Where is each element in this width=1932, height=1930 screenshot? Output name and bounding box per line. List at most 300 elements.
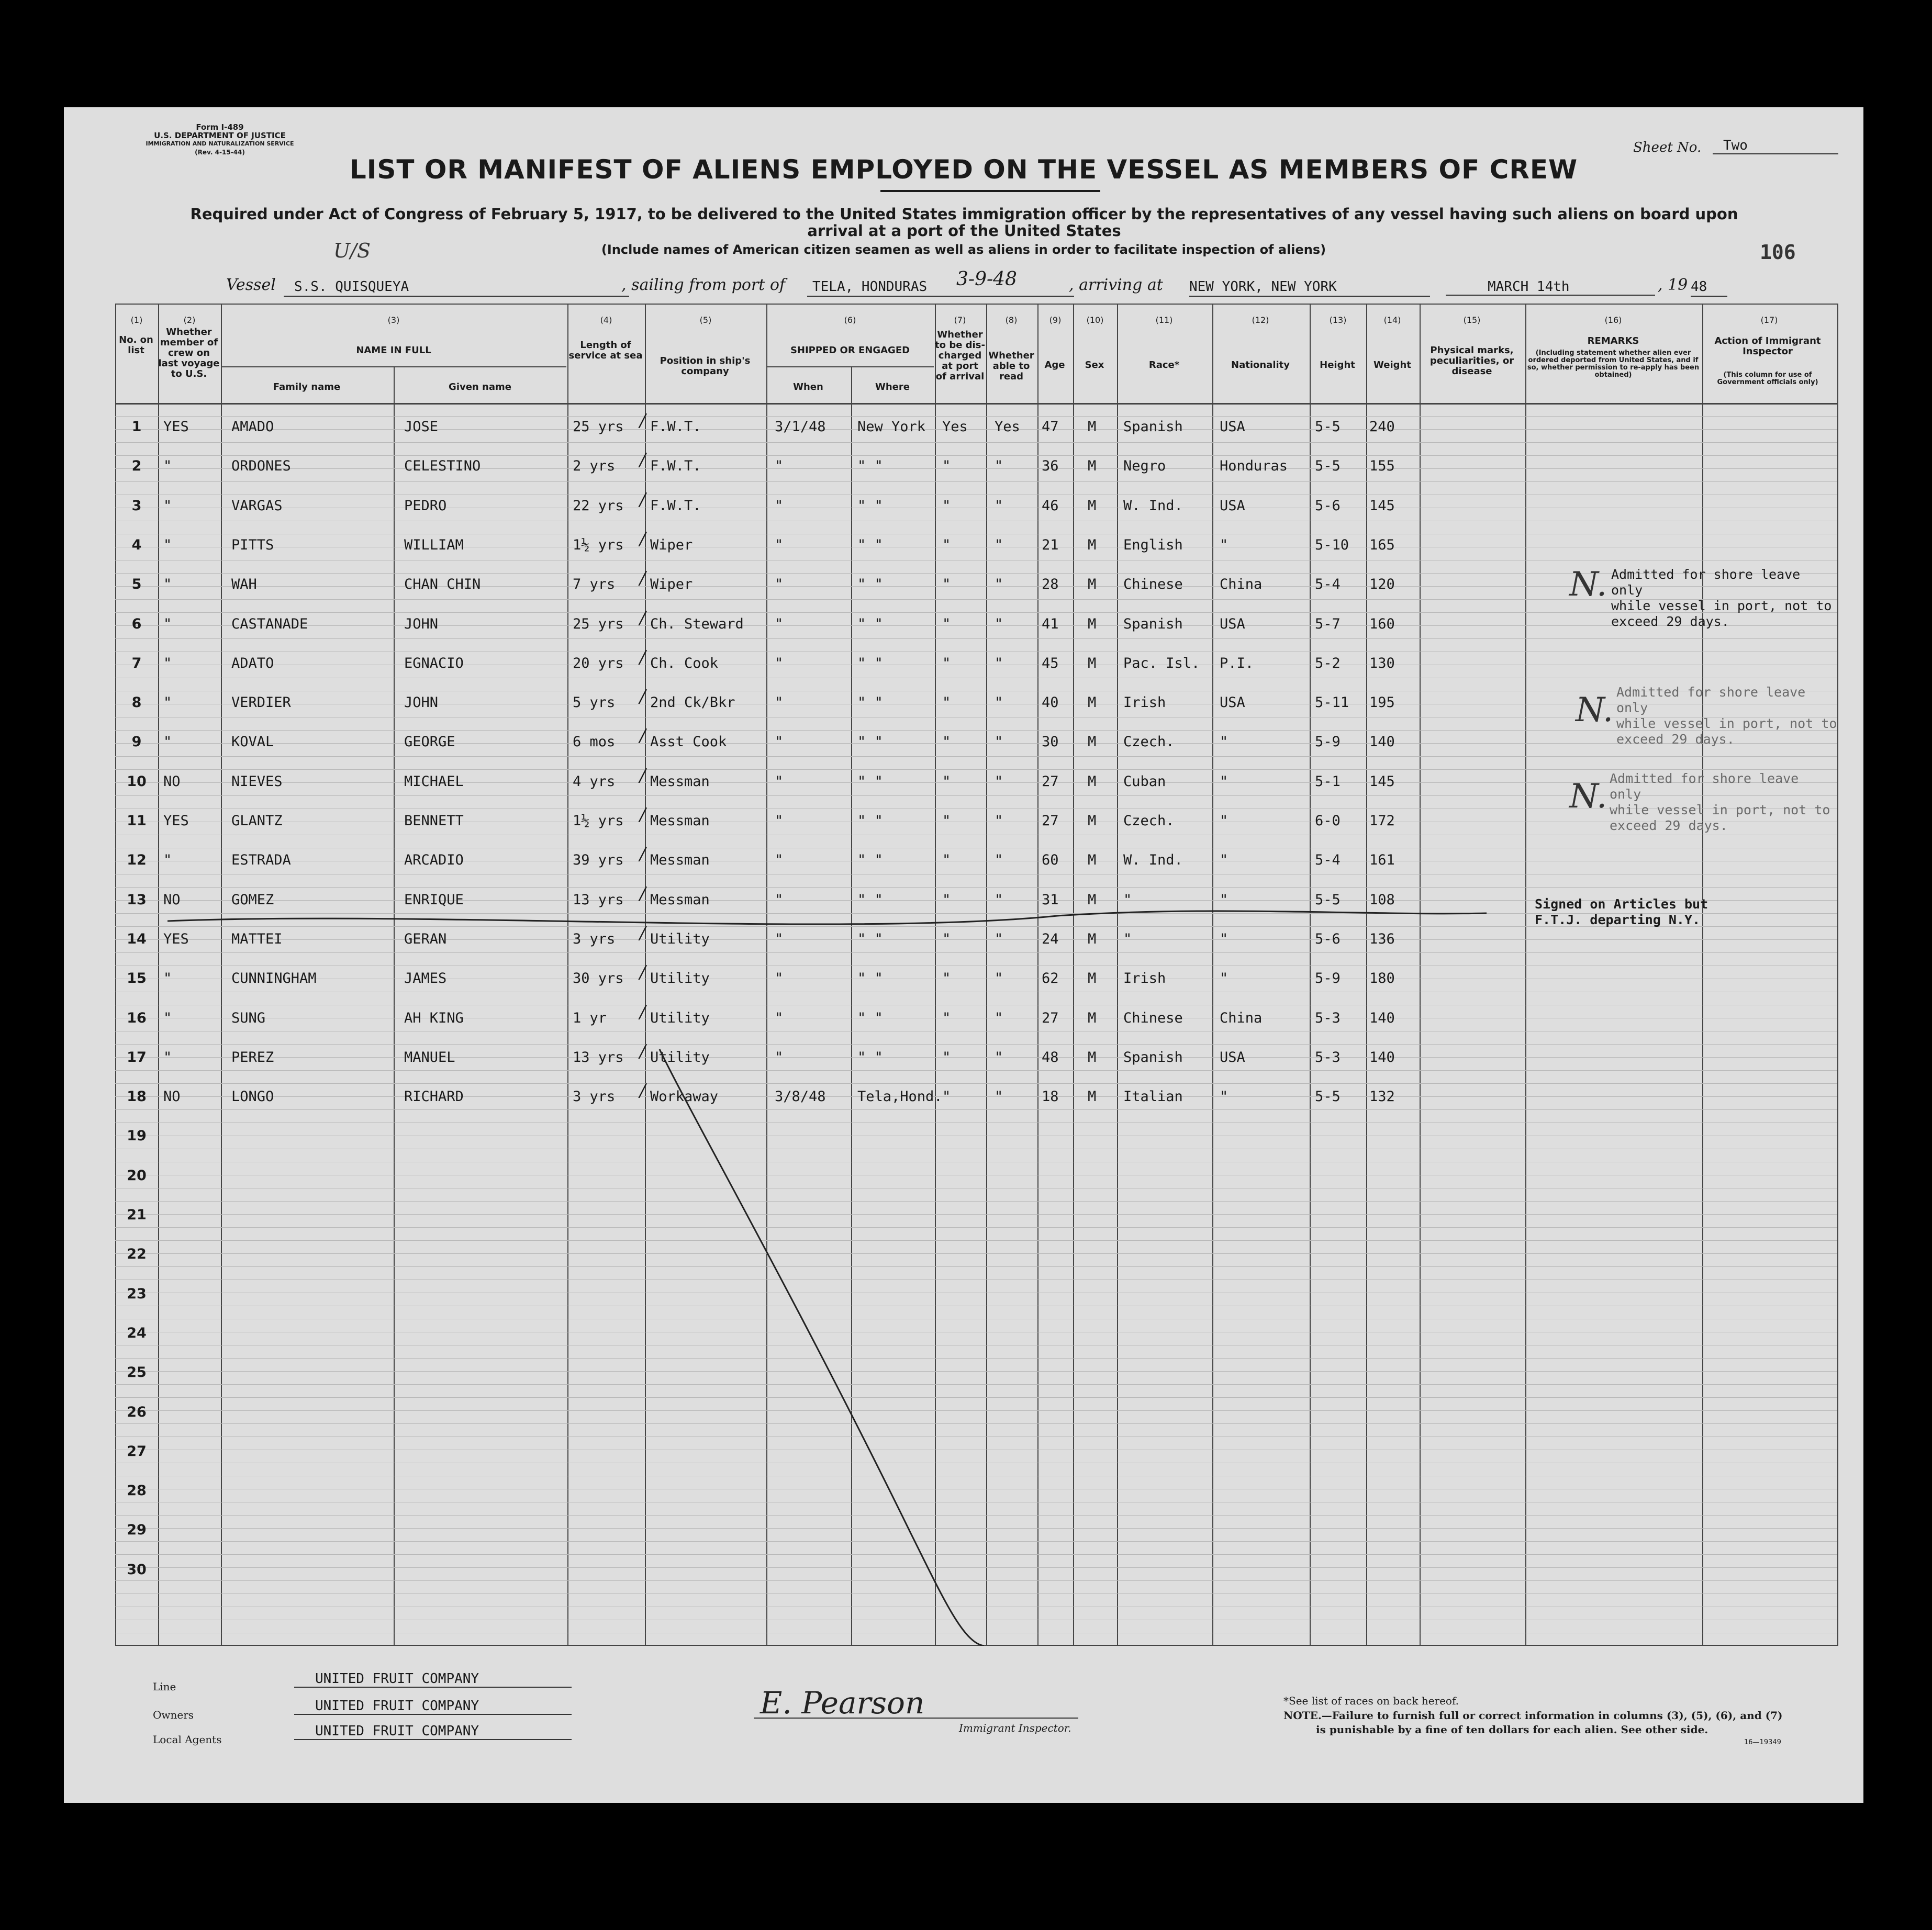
row-number: 13 [127,891,147,908]
race: W. Ind. [1123,497,1183,514]
age: 62 [1042,970,1059,987]
check-mark: / [640,1080,646,1102]
column-divider [1837,304,1838,1646]
given-name: RICHARD [404,1089,464,1105]
position: 2nd Ck/Bkr [650,694,735,711]
service-length: 20 yrs [573,655,624,671]
shipped-where: " " [857,458,883,475]
header-position: Position in ship's company [660,355,751,377]
able-to-read: " [995,773,1003,790]
nationality: " [1220,891,1229,908]
weight: 108 [1369,891,1395,908]
discharged: " [942,930,951,947]
inspector-label: Immigrant Inspector. [959,1722,1071,1734]
footer-agents-label: Local Agents [153,1733,222,1746]
race: Chinese [1123,576,1183,593]
family-name: PEREZ [231,1049,274,1065]
shipped-when: " [775,734,784,750]
given-name: CHAN CHIN [404,576,481,593]
nationality: " [1220,930,1229,947]
prev-voyage: " [163,694,172,711]
position: Messman [650,773,710,790]
position: Messman [650,891,710,908]
shipped-when: " [775,536,784,553]
position: Utility [650,1049,710,1065]
sex: M [1088,536,1097,553]
given-name: AH KING [404,1009,464,1026]
sex: M [1088,1049,1097,1065]
age: 30 [1042,734,1059,750]
header-weight: Weight [1373,360,1411,371]
header-age: Age [1044,360,1065,371]
height: 5-9 [1315,970,1341,987]
column-number: (14) [1383,315,1401,325]
shipped-where: " " [857,536,883,553]
sex: M [1088,615,1097,632]
shipped-where: " " [857,930,883,947]
family-name: VARGAS [231,497,283,514]
able-to-read: " [995,852,1003,869]
discharged: " [942,615,951,632]
discharged: " [942,497,951,514]
header-remarks-note: (Including statement whether alien ever ordered deported from United States, and if so, whether permission to re-apply has been obtained) [1527,349,1700,379]
check-mark: / [640,686,646,708]
given-name: WILLIAM [404,536,464,553]
shipped-when: " [775,1049,784,1065]
discharged: " [942,694,951,711]
sex: M [1088,891,1097,908]
height: 5-4 [1315,852,1341,869]
family-name: GOMEZ [231,891,274,908]
header-no: No. on list [119,334,153,356]
position: Ch. Cook [650,655,719,671]
shipped-when: " [775,773,784,790]
weight: 161 [1369,852,1395,869]
remark-line: Admitted for shore leave only [1611,567,1801,598]
row-number: 22 [127,1246,147,1263]
family-name: PITTS [231,536,274,553]
weight: 136 [1369,930,1395,947]
weight: 145 [1369,497,1395,514]
shipped-when: " [775,458,784,475]
shipped-where: " " [857,852,883,869]
shipped-when: " [775,694,784,711]
able-to-read: " [995,813,1003,829]
header-shipped: SHIPPED OR ENGAGED [790,345,910,356]
sex: M [1088,694,1097,711]
weight: 120 [1369,576,1395,593]
shipped-where: " " [857,734,883,750]
position: F.W.T. [650,419,701,435]
header-sex: Sex [1085,360,1104,371]
given-name: MANUEL [404,1049,455,1065]
weight: 140 [1369,1009,1395,1026]
prev-voyage: YES [163,813,189,829]
inspector-mark: N. [1569,777,1607,816]
weight: 172 [1369,813,1395,829]
column-number: (2) [183,315,196,325]
service-length: 6 mos [573,734,616,750]
height: 5-5 [1315,458,1341,475]
family-name: CASTANADE [231,615,308,632]
shipped-where: " " [857,655,883,671]
age: 47 [1042,419,1059,435]
header-service: Length of service at sea [568,340,643,361]
row-number: 16 [127,1009,147,1026]
prev-voyage: " [163,615,172,632]
footer-line-value: UNITED FRUIT COMPANY [294,1671,572,1688]
row-number: 27 [127,1443,147,1460]
sex: M [1088,419,1097,435]
age: 31 [1042,891,1059,908]
form-id: Form I-489 [196,122,244,132]
height: 5-3 [1315,1049,1341,1065]
sex: M [1088,930,1097,947]
given-name: PEDRO [404,497,447,514]
sex: M [1088,1089,1097,1105]
position: Workaway [650,1089,719,1105]
column-number: (15) [1463,315,1481,325]
prev-voyage: " [163,852,172,869]
weight: 132 [1369,1089,1395,1105]
column-number: (4) [600,315,612,325]
year-suffix: 48 [1691,278,1727,297]
given-name: ENRIQUE [404,891,464,908]
given-name: JAMES [404,970,447,987]
form-code: 16—19349 [1744,1738,1781,1746]
shipped-where: " " [857,576,883,593]
nationality: " [1220,1089,1229,1105]
race: Negro [1123,458,1166,475]
age: 36 [1042,458,1059,475]
service-length: 3 yrs [573,930,616,947]
shipped-where: " " [857,813,883,829]
prev-voyage: " [163,734,172,750]
height: 5-11 [1315,694,1349,711]
able-to-read: " [995,615,1003,632]
position: Utility [650,930,710,947]
able-to-read: " [995,891,1003,908]
nationality: USA [1220,694,1245,711]
header-action: Action of Immigrant Inspector [1714,335,1821,357]
remark-line: exceed 29 days. [1611,614,1729,629]
row-number: 2 [131,458,142,475]
weight: 195 [1369,694,1395,711]
sailing-label: , sailing from port of [621,276,786,294]
column-number: (11) [1155,315,1173,325]
position: F.W.T. [650,458,701,475]
family-name: ESTRADA [231,852,291,869]
weight: 180 [1369,970,1395,987]
row-number: 20 [127,1167,147,1184]
column-number: (10) [1086,315,1104,325]
prev-voyage: " [163,536,172,553]
inspector-mark: N. [1569,565,1607,604]
shipped-where: " " [857,694,883,711]
height: 5-5 [1315,419,1341,435]
service-length: 5 yrs [573,694,616,711]
nationality: " [1220,852,1229,869]
column-number: (3) [387,315,400,325]
service-length: 25 yrs [573,419,624,435]
arrival-date: MARCH 14th [1446,278,1655,296]
position: Messman [650,813,710,829]
nationality: " [1220,813,1229,829]
sex: M [1088,497,1097,514]
prev-voyage: NO [163,1089,181,1105]
header-physical: Physical marks, peculiarities, or disease [1430,345,1514,377]
sex: M [1088,813,1097,829]
row-number: 7 [131,655,142,671]
age: 48 [1042,1049,1059,1065]
column-number: (9) [1049,315,1062,325]
check-mark: / [640,646,646,668]
age: 46 [1042,497,1059,514]
check-mark: / [640,1040,646,1062]
sheet-label: Sheet No. [1633,140,1702,155]
shipped-where: " " [857,1049,883,1065]
prev-voyage: " [163,497,172,514]
check-mark: / [640,962,646,983]
family-name: AMADO [231,419,274,435]
form-id-block [141,123,298,156]
column-number: (7) [954,315,966,325]
given-name: GERAN [404,930,447,947]
service-length: 13 yrs [573,1049,624,1065]
prev-voyage: YES [163,930,189,947]
row-number: 1 [131,419,142,435]
header-when: When [793,381,823,392]
family-name: WAH [231,576,257,593]
discharged: " [942,536,951,553]
header-name: NAME IN FULL [356,345,431,356]
discharged: " [942,813,951,829]
check-mark: / [640,568,646,589]
column-number: (6) [844,315,856,325]
shipped-when: " [775,615,784,632]
family-name: LONGO [231,1089,274,1105]
page-subnote: (Include names of American citizen seamen as well as aliens in order to facilitate inspection of aliens) [601,242,1326,257]
row-number: 11 [127,813,147,829]
service-length: 25 yrs [573,615,624,632]
nationality: " [1220,773,1229,790]
weight: 145 [1369,773,1395,790]
remark-line: while vessel in port, not to [1616,716,1837,731]
row-number: 10 [127,773,147,790]
header-remarks: REMARKS [1587,335,1639,346]
sex: M [1088,655,1097,671]
family-name: NIEVES [231,773,283,790]
check-mark: / [640,844,646,865]
service-length: 4 yrs [573,773,616,790]
manifest-sheet [64,107,1863,1803]
discharged: " [942,655,951,671]
given-name: ARCADIO [404,852,464,869]
race: Spanish [1123,1049,1183,1065]
prev-voyage: " [163,458,172,475]
prev-voyage: " [163,655,172,671]
shipped-where: " " [857,1009,883,1026]
discharged: " [942,734,951,750]
row-number: 24 [127,1325,147,1341]
age: 60 [1042,852,1059,869]
race: Spanish [1123,615,1183,632]
shipped-when: 3/1/48 [775,419,826,435]
shipped-when: " [775,930,784,947]
weight: 155 [1369,458,1395,475]
remark-line: while vessel in port, not to [1611,598,1832,613]
race-note: *See list of races on back hereof. [1283,1695,1459,1707]
row-number: 29 [127,1522,147,1539]
shipped-where: " " [857,615,883,632]
discharged: " [942,1049,951,1065]
able-to-read: " [995,694,1003,711]
able-to-read: Yes [995,419,1020,435]
shipped-where: New York [857,419,926,435]
shipped-when: " [775,655,784,671]
weight: 140 [1369,734,1395,750]
family-name: ADATO [231,655,274,671]
service-length: 39 yrs [573,852,624,869]
discharged: " [942,458,951,475]
race: English [1123,536,1183,553]
age: 21 [1042,536,1059,553]
weight: 130 [1369,655,1395,671]
prev-voyage: " [163,1009,172,1026]
shipped-where: " " [857,891,883,908]
page-title: LIST OR MANIFEST OF ALIENS EMPLOYED ON THE VESSEL AS MEMBERS OF CREW [349,154,1578,185]
age: 41 [1042,615,1059,632]
shipped-when: " [775,891,784,908]
nationality: P.I. [1220,655,1254,671]
footer-line-label: Line [153,1680,176,1693]
arriving-port: NEW YORK, NEW YORK [1189,278,1430,297]
inspector-mark: N. [1576,691,1614,730]
header-nationality: Nationality [1231,360,1290,371]
header-discharged: Whether to be dis-charged at port of arrival [935,329,985,382]
age: 45 [1042,655,1059,671]
given-name: JOHN [404,615,439,632]
shipped-when: " [775,497,784,514]
row-number: 28 [127,1483,147,1499]
height: 5-7 [1315,615,1341,632]
nationality: " [1220,536,1229,553]
remark-line: Admitted for shore leave only [1616,685,1806,715]
family-name: GLANTZ [231,813,283,829]
height: 5-9 [1315,734,1341,750]
footer-agents-value: UNITED FRUIT COMPANY [294,1723,572,1740]
given-name: CELESTINO [404,458,481,475]
able-to-read: " [995,930,1003,947]
footer-owners-label: Owners [153,1709,194,1721]
shipped-where: " " [857,773,883,790]
nationality: China [1220,576,1263,593]
race: W. Ind. [1123,852,1183,869]
column-number: (12) [1252,315,1269,325]
column-number: (16) [1604,315,1622,325]
handwritten-strokes [115,304,1837,1646]
remark-line: exceed 29 days. [1610,818,1728,833]
sheet-number: Two [1713,138,1838,154]
row-number: 17 [127,1049,147,1065]
ditto-end-line [660,1049,984,1646]
crew-table [115,304,1837,1646]
discharged: Yes [942,419,968,435]
shipped-when: 3/8/48 [775,1089,826,1105]
able-to-read: " [995,458,1003,475]
service-length: 13 yrs [573,891,624,908]
header-given: Given name [449,381,511,392]
prev-voyage: " [163,970,172,987]
height: 5-1 [1315,773,1341,790]
check-mark: / [640,725,646,747]
column-number: (13) [1329,315,1347,325]
row-number: 3 [131,497,142,514]
service-length: 1½ yrs [573,536,624,553]
able-to-read: " [995,655,1003,671]
weight: 165 [1369,536,1395,553]
nationality: China [1220,1009,1263,1026]
column-number: (5) [699,315,712,325]
vessel-label: Vessel [226,276,276,294]
height: 5-6 [1315,930,1341,947]
height: 5-6 [1315,497,1341,514]
sex: M [1088,458,1097,475]
sex: M [1088,773,1097,790]
race: Irish [1123,694,1166,711]
position: Asst Cook [650,734,727,750]
service-length: 30 yrs [573,970,624,987]
row-number: 23 [127,1285,147,1302]
fine-note-2: is punishable by a fine of ten dollars for each alien. See other side. [1316,1723,1708,1736]
family-name: KOVAL [231,734,274,750]
prev-voyage: " [163,576,172,593]
check-mark: / [640,528,646,549]
able-to-read: " [995,1089,1003,1105]
remark-line: F.T.J. departing N.Y. [1535,912,1701,927]
row-number: 5 [131,576,142,593]
revision: (Rev. 4-15-44) [195,149,245,156]
height: 5-5 [1315,1089,1341,1105]
weight: 240 [1369,419,1395,435]
header-prev-voyage: Whether member of crew on last voyage to U.S. [158,327,220,379]
service-length: 3 yrs [573,1089,616,1105]
service: IMMIGRATION AND NATURALIZATION SERVICE [146,140,294,147]
shipped-where: " " [857,497,883,514]
service-length: 2 yrs [573,458,616,475]
stamp-number: 106 [1760,241,1796,264]
race: " [1123,930,1132,947]
check-mark: / [640,450,646,471]
age: 40 [1042,694,1059,711]
prev-voyage: " [163,1049,172,1065]
race: Chinese [1123,1009,1183,1026]
height: 5-2 [1315,655,1341,671]
race: Irish [1123,970,1166,987]
shipped-when: " [775,852,784,869]
remark-line: Signed on Articles but [1535,896,1708,912]
title-underline [880,190,1100,192]
column-number: (8) [1005,315,1018,325]
family-name: VERDIER [231,694,291,711]
remark-line: Admitted for shore leave only [1610,771,1799,802]
race: " [1123,891,1132,908]
row-number: 26 [127,1404,147,1420]
sailing-port: TELA, HONDURAS [807,278,1074,297]
check-mark: / [640,922,646,944]
age: 27 [1042,1009,1059,1026]
height: 5-5 [1315,891,1341,908]
